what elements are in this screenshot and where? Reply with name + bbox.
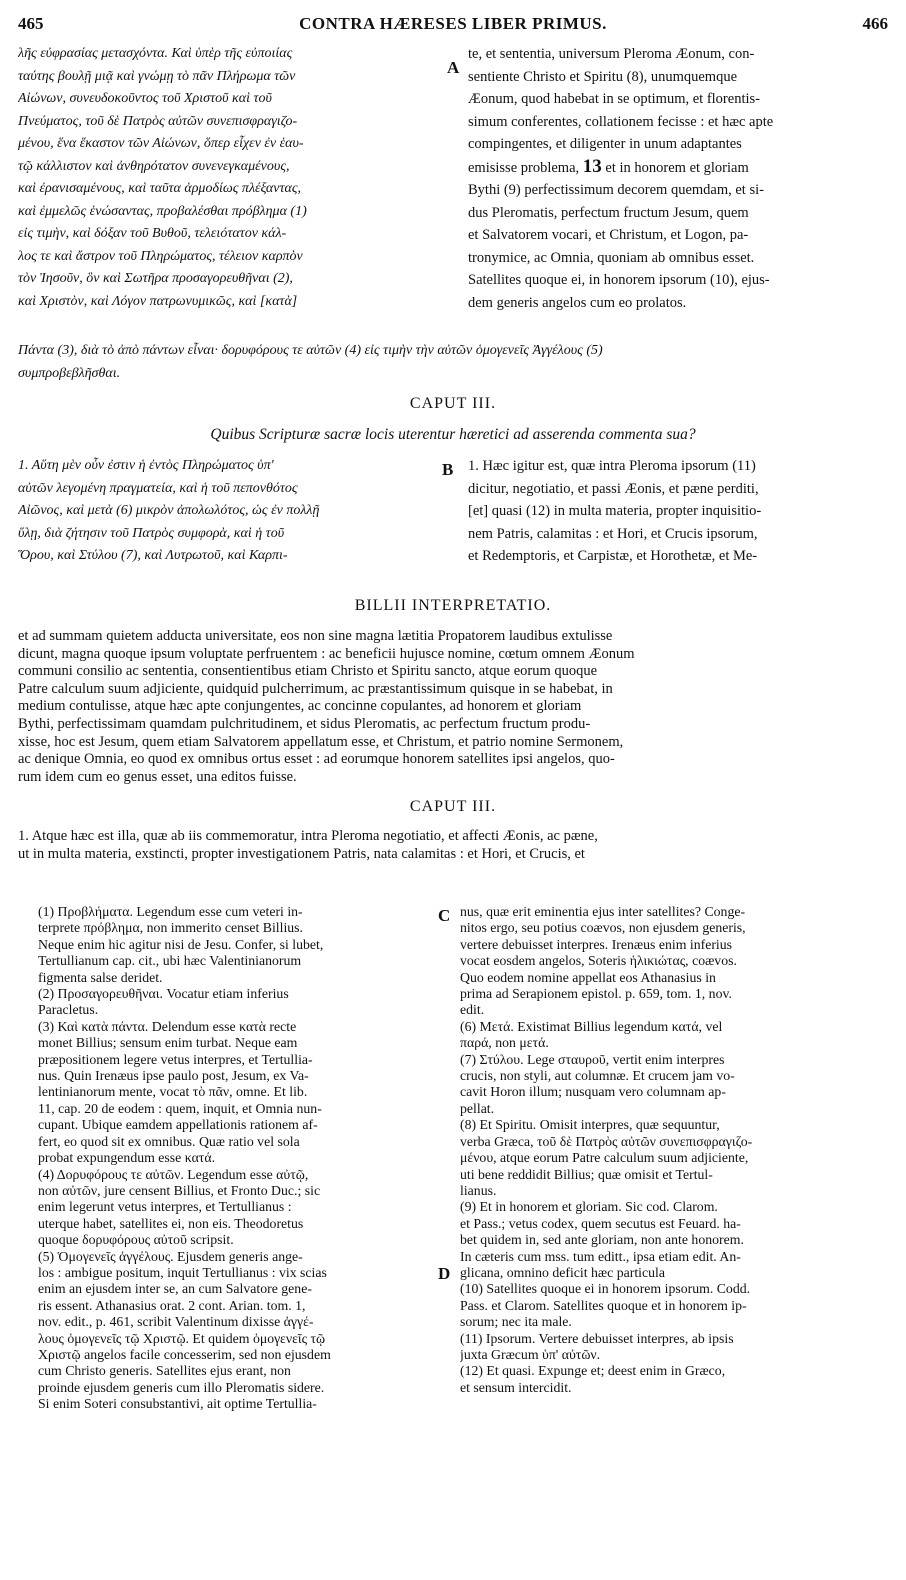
greek-line: καὶ ἐρανισαμένους, καὶ ταῦτα ἁρμοδίως πλέξαντας,: [18, 181, 302, 196]
chapter-heading: CAPUT III.: [409, 395, 497, 412]
page-number-right: 466: [862, 14, 888, 33]
latin-line: Satellites quoque ei, in honorem ipsorum (10), ejus-: [468, 272, 770, 288]
page-number-left: 465: [18, 14, 44, 33]
greek-line: αὐτῶν λεγομένη πραγματεία, καὶ ἡ τοῦ πεπονθότος: [18, 480, 298, 496]
footnote-line: (4) Δορυφόρους τε αὐτῶν. Legendum esse αὐτῷ,: [38, 1166, 309, 1182]
footnotes-right-column: [460, 904, 888, 1396]
footnote-line: non αὐτῶν, jure censent Billius, et Fronto Duc.; sic: [38, 1182, 321, 1198]
latin-text-column-2: [468, 455, 888, 568]
greek-line: μένου, ἕνα ἕκαστον τῶν Αἰώνων, ὅπερ εἶχεν ἐν ἑαυ-: [18, 136, 304, 151]
latin-line: et Redemptoris, et Carpistæ, et Horothetæ, et Me-: [468, 548, 758, 564]
footnote-line: enim legerunt vetus interpres, et Tertullianus :: [38, 1199, 292, 1215]
footnote-line: vocat eosdem angelos, Soteris ἡλικιώτας, coævos.: [460, 953, 737, 969]
greek-line: Πάντα (3), διὰ τὸ ἀπὸ πάντων εἶναι· δορυφόρους τε αὐτῶν (4) εἰς τιμὴν τὴν αὐτῶν ὁμογενεῖς Ἀγγέλους (5): [18, 343, 603, 358]
footnote-line: lianus.: [460, 1182, 497, 1198]
greek-line: Αἰῶνος, καὶ μετὰ (6) μικρὸν ἀπολωλότος, ὡς ἐν πολλῇ: [18, 503, 320, 518]
billii-line: et ad summam quietem adducta universitate, eos non sine magna lætitia Propatorem laudibus extulisse: [18, 628, 613, 644]
footnote-line: sorum; nec ita male.: [460, 1314, 572, 1330]
footnote-line: bet quidem in, sed ante gloriam, non ante honorem.: [460, 1232, 744, 1248]
latin-line: sentiente Christo et Spiritu (8), unumquemque: [468, 68, 738, 85]
latin-line: et Salvatorem vocari, et Christum, et Logon, pa-: [468, 227, 749, 243]
latin-line: compingentes, et diligenter in unum adaptantes: [468, 136, 742, 152]
greek-line: λῆς εὐφρασίας μετασχόντα. Καὶ ὑπὲρ τῆς εὐποιίας: [18, 46, 293, 61]
billii-interpretation-text: [18, 628, 888, 786]
greek-line: καὶ Χριστὸν, καὶ Λόγον πατρωνυμικῶς, καὶ [κατὰ]: [18, 293, 298, 309]
billii-line: ut in multa materia, exstincti, propter investigationem Patris, nata calamitas : et Hori, et Crucis, et: [18, 845, 585, 862]
footnote-line: Quo eodem nomine appellat eos Athanasius in: [460, 969, 716, 985]
footnote-line: pellat.: [460, 1100, 495, 1116]
column-number-13: 13: [582, 155, 602, 177]
billii-line: xisse, hoc est Jesum, quem etiam Salvatorem appellatum esse, et Christum, et patrio nomine Sermonem,: [18, 733, 624, 750]
greek-line: ὕλῃ, διὰ ζήτησιν τοῦ Πατρὸς συμφορὰ, καὶ ἡ τοῦ: [18, 525, 285, 541]
footnote-line: probat expungendum esse κατά.: [38, 1150, 216, 1166]
latin-line: dus Pleromatis, perfectum fructum Jesum, quem: [468, 204, 749, 221]
margin-letter-b: B: [442, 460, 454, 479]
greek-text-column-2: [18, 455, 443, 568]
footnote-line: juxta Græcum ὑπ' αὐτῶν.: [460, 1346, 601, 1362]
margin-letter-d: D: [438, 1264, 451, 1283]
footnote-line: proinde ejusdem generis cum illo Pleromatis sidere.: [38, 1379, 325, 1395]
footnote-line: (2) Προσαγορευθῆναι. Vocatur etiam inferius: [38, 986, 289, 1002]
footnote-line: uti bene reddidit Billius; quæ omisit et Tertul-: [460, 1166, 713, 1182]
greek-text-column-1: [18, 43, 443, 313]
billii-line: communi consilio ac sententia, consentientibus etiam Christo et Spiritu sancto, atque eorum quoque: [18, 663, 598, 680]
footnote-line: cavit Horon illum; nusquam vero columnam ap-: [460, 1084, 726, 1100]
footnote-line: Tertullianum cap. cit., ubi hæc Valentinianorum: [38, 953, 302, 969]
latin-line: te, et sententia, universum Pleroma Æonum, con-: [468, 46, 755, 62]
footnote-line: et Pass.; vetus codex, quem secutus est Feuard. ha-: [460, 1215, 741, 1231]
footnote-line: Neque enim hic agitur nisi de Jesu. Confer, si lubet,: [38, 936, 324, 952]
footnote-line: nov. edit., p. 461, scribit Valentinum dixisse ἀγγέ-: [38, 1314, 314, 1330]
greek-line: συμπροβεβλῆσθαι.: [18, 365, 121, 381]
latin-line-with-number: [468, 156, 888, 180]
footnote-line: lentinianorum mente, vocat τὸ πᾶν, omne. Et lib.: [38, 1084, 308, 1100]
running-title: CONTRA HÆRESES LIBER PRIMUS.: [299, 14, 607, 33]
footnote-line: Paracletus.: [38, 1002, 99, 1018]
chapter-heading-2: CAPUT III.: [409, 798, 497, 815]
latin-line: simum conferentes, collationem fecisse : et hæc apte: [468, 113, 774, 130]
greek-line: τῷ κάλλιστον καὶ ἀνθηρότατον συνενεγκαμένους,: [18, 158, 290, 174]
footnote-line: uterque habet, satellites ei, non eis. Theodoretus: [38, 1215, 304, 1231]
footnote-line: los : ambigue positum, inquit Tertullianus : vix scias: [38, 1264, 327, 1280]
greek-line: τὸν Ἰησοῦν, ὃν καὶ Σωτῆρα προσαγορευθῆναι (2),: [18, 271, 293, 286]
running-header: [18, 12, 888, 38]
footnote-line: præpositionem legere vetus interpres, et Tertullia-: [38, 1051, 313, 1067]
margin-letter-a: A: [447, 58, 460, 77]
latin-line: Bythi (9) perfectissimum decorem quemdam, et si-: [468, 182, 764, 198]
footnote-line: (5) Ὁμογενεῖς ἀγγέλους. Ejusdem generis ange-: [38, 1248, 303, 1264]
footnote-line: crucis, non styli, aut columnæ. Et crucem jam vo-: [460, 1068, 735, 1084]
latin-line: dem generis angelos cum eo prolatos.: [468, 294, 687, 311]
footnote-line: (8) Et Spiritu. Omisit interpres, quæ sequuntur,: [460, 1117, 720, 1133]
latin-line: dicitur, negotiatio, et passi Æonis, et pæne perditi,: [468, 480, 759, 497]
footnote-line: (6) Μετά. Existimat Billius legendum κατά, vel: [460, 1018, 723, 1034]
footnote-line: cum Christo generis. Satellites ejus erant, non: [38, 1363, 291, 1379]
latin-line-part: et in honorem et gloriam: [601, 159, 749, 176]
greek-line: Αἰώνων, συνευδοκοῦντος τοῦ Χριστοῦ καὶ τοῦ: [18, 91, 272, 106]
billii-line: rum idem cum eo genus esset, una editos fuisse.: [18, 768, 297, 785]
footnote-line: (11) Ipsorum. Vertere debuisset interpres, ab ipsis: [460, 1330, 734, 1346]
latin-line: nem Patris, calamitas : et Hori, et Crucis ipsorum,: [468, 525, 758, 542]
footnote-line: glicana, omnino deficit hæc particula: [460, 1264, 665, 1280]
latin-line: [et] quasi (12) in multa materia, propter inquisitio-: [468, 503, 762, 519]
footnote-line: (9) Et in honorem et gloriam. Sic cod. Clarom.: [460, 1199, 718, 1215]
footnote-line: παρά, non μετά.: [460, 1035, 549, 1051]
footnote-line: ris essent. Athanasius orat. 2 cont. Arian. tom. 1,: [38, 1297, 306, 1313]
footnote-line: (7) Στύλου. Lege σταυροῦ, vertit enim interpres: [460, 1051, 725, 1067]
margin-letter-c: C: [438, 906, 451, 925]
footnote-line: Si enim Soteri consubstantivi, ait optime Tertullia-: [38, 1396, 317, 1412]
footnote-line: (12) Et quasi. Expunge et; deest enim in Græco,: [460, 1363, 726, 1379]
greek-line: λος τε καὶ ἄστρον τοῦ Πληρώματος, τέλειον καρπὸν: [18, 248, 303, 264]
billii-line: dicunt, magna quoque ipsum voluptate perfruentem : ac beneficii hujusce nomine, cœtum omnem Æonum: [18, 645, 635, 662]
section-heading-billii: BILLII INTERPRETATIO.: [354, 597, 552, 614]
latin-line: Æonum, quod habebat in se optimum, et florentis-: [468, 91, 760, 107]
latin-line-part: emisisse problema,: [468, 159, 580, 176]
footnotes-left-column: [38, 904, 438, 1413]
billii-line: ac denique Omnia, eo quod ex omnibus ortus esset : ad eorumque honorem satellites ipsi angelos, quo-: [18, 751, 615, 768]
greek-line: εἰς τιμὴν, καὶ δόξαν τοῦ Βυθοῦ, τελειότατον κάλ-: [18, 226, 287, 241]
footnote-line: μένου, atque eorum Patre calculum suum adjiciente,: [460, 1150, 749, 1166]
footnote-line: figmenta salse deridet.: [38, 969, 163, 985]
footnote-line: quoque δορυφόρους αὐτοῦ scripsit.: [38, 1232, 234, 1248]
footnote-line: enim an ejusdem inter se, an cum Salvatore gene-: [38, 1281, 312, 1297]
billii-line: Bythi, perfectissimam quamdam pulchritudinem, et sidus Pleromatis, ac perfectum fructum produ-: [18, 715, 591, 732]
greek-line: 1. Αὕτη μὲν οὖν ἐστιν ἡ ἐντὸς Πληρώματος ὑπ': [18, 458, 274, 473]
footnote-line: λους ὁμογενεῖς τῷ Χριστῷ. Et quidem ὁμογενεῖς τῷ: [38, 1330, 326, 1346]
footnote-line: nus. Quin Irenæus ipse paulo post, Jesum, ex Va-: [38, 1068, 309, 1084]
footnote-line: cupant. Ubique eamdem appellationis rationem af-: [38, 1117, 318, 1133]
footnote-line: fert, eo quod sit ex omnibus. Quæ ratio vel sola: [38, 1133, 300, 1149]
latin-line: 1. Hæc igitur est, quæ intra Pleroma ipsorum (11): [468, 458, 756, 474]
footnote-line: vertere debuisset interpres. Irenæus enim inferius: [460, 936, 733, 952]
greek-line: Πνεύματος, τοῦ δὲ Πατρὸς αὐτῶν συνεπισφραγιζο-: [18, 113, 298, 129]
footnote-line: monet Billius; sensum enim turbat. Neque eam: [38, 1035, 298, 1051]
footnote-line: In cæteris cum mss. tum editt., ipsa etiam edit. An-: [460, 1248, 741, 1264]
greek-line: ταύτης βουλῇ μιᾷ καὶ γνώμῃ τὸ πᾶν Πλήρωμα τῶν: [18, 68, 296, 84]
footnote-line: et sensum intercidit.: [460, 1379, 572, 1395]
footnote-line: (1) Προβλήματα. Legendum esse cum veteri in-: [38, 904, 303, 919]
footnote-line: nitos ergo, seu potius coævos, non ejusdem generis,: [460, 920, 746, 936]
greek-line: Ὅρου, καὶ Στύλου (7), καὶ Λυτρωτοῦ, καὶ Καρπι-: [18, 548, 288, 563]
footnote-line: Pass. et Clarom. Satellites quoque et in honorem ip-: [460, 1297, 747, 1313]
footnote-line: (3) Καὶ κατὰ πάντα. Delendum esse κατὰ recte: [38, 1018, 297, 1034]
footnote-line: verba Græca, τοῦ δὲ Πατρὸς αὐτῶν συνεπισφραγιζο-: [460, 1133, 753, 1149]
footnote-line: (10) Satellites quoque ei in honorem ipsorum. Codd.: [460, 1281, 751, 1297]
latin-text-column-1: [468, 43, 888, 314]
latin-line: tronymice, ac Omnia, quoniam ab omnibus esset.: [468, 249, 755, 266]
greek-text-fullwidth: [18, 340, 888, 385]
billii-chapter-text: [18, 828, 888, 863]
billii-line: medium contulisse, atque hæc apte conjungentes, ac concinne copulantes, ad honorem et gloriam: [18, 698, 582, 715]
billii-line: 1. Atque hæc est illa, quæ ab iis commemoratur, intra Pleroma negotiatio, et affecti Æonis, ac pæne,: [18, 828, 598, 844]
footnote-line: prima ad Serapionem epistol. p. 659, tom. 1, nov.: [460, 986, 732, 1002]
chapter-subtitle: Quibus Scripturæ sacræ locis uterentur hæretici ad asserenda commenta sua?: [210, 426, 696, 443]
footnote-line: Χριστῷ angelos facile concesserim, sed non ejusdem: [38, 1346, 331, 1362]
greek-line: καὶ ἐμμελῶς ἑνώσαντας, προβαλέσθαι πρόβλημα (1): [18, 203, 307, 219]
footnote-line: nus, quæ erit eminentia ejus inter satellites? Conge-: [460, 904, 746, 919]
footnote-line: edit.: [460, 1002, 485, 1018]
billii-line: Patre calculum suum adjiciente, quidquid pulcherrimum, ac præstantissimum quisque in se habebat, in: [18, 680, 613, 697]
footnote-line: 11, cap. 20 de eodem : quem, inquit, et Omnia nun-: [38, 1100, 322, 1116]
footnote-line: terprete πρόβλημα, non immerito censet Billius.: [38, 920, 303, 936]
